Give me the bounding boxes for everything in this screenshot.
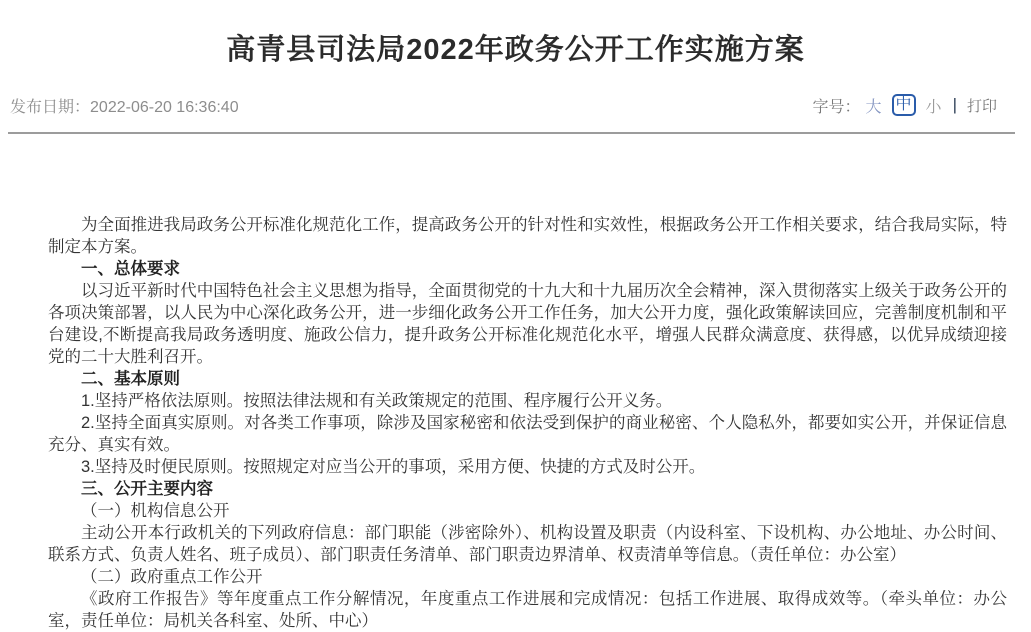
header-divider bbox=[8, 132, 1015, 134]
font-size-medium-button[interactable]: 中 bbox=[892, 94, 916, 116]
publish-date bbox=[10, 94, 239, 117]
paragraph: 为全面推进我局政务公开标准化规范化工作，提高政务公开的针对性和实效性，根据政务公开工作相关要求，结合我局实际，特制定本方案。 bbox=[48, 216, 1007, 256]
font-size-large-button[interactable]: 大 bbox=[865, 98, 882, 116]
print-button[interactable]: 打印 bbox=[966, 97, 997, 115]
publish-date-label: 发布日期： bbox=[10, 98, 91, 116]
paragraph: 3.坚持及时便民原则。按照规定对应当公开的事项，采用方便、快捷的方式及时公开。 bbox=[81, 458, 706, 476]
font-size-label: 字号： bbox=[812, 98, 861, 116]
article-tools bbox=[813, 94, 998, 117]
meta-bar bbox=[10, 92, 997, 118]
paragraph: 主动公开本行政机关的下列政府信息：部门职能（涉密除外）、机构设置及职责（内设科室、下设机构、办公地址、办公时间、联系方式、负责人姓名、班子成员）、部门职责任务清单、部门职责边界清单、权责清单等信息。（责任单位：办公室） bbox=[48, 524, 1007, 564]
paragraph: 以习近平新时代中国特色社会主义思想为指导，全面贯彻党的十九大和十九届历次全会精神，深入贯彻落实上级关于政务公开的各项决策部署，以人民为中心深化政务公开，进一步细化政务公开工作任务，加大公开力度，强化政策解读回应，完善制度机制和平台建设,不断提高我局政务透明度、施政公信力，提升政务公开标准化规范化水平，增强人民群众满意度、获得感，以优异成绩迎接党的二十大胜利召开。 bbox=[48, 282, 1007, 366]
paragraph: 2.坚持全面真实原则。对各类工作事项，除涉及国家秘密和依法受到保护的商业秘密、个人隐私外，都要如实公开，并保证信息充分、真实有效。 bbox=[48, 414, 1007, 454]
paragraph: 一、总体要求 bbox=[81, 260, 180, 278]
paragraph: 三、公开主要内容 bbox=[81, 480, 213, 498]
font-size-small-button[interactable]: 小 bbox=[925, 98, 942, 116]
publish-date-value: 2022-06-20 16:36:40 bbox=[90, 98, 239, 116]
page-title: 高青县司法局2022年政务公开工作实施方案 bbox=[226, 34, 805, 66]
paragraph: 《政府工作报告》等年度重点工作分解情况，年度重点工作进展和完成情况：包括工作进展、取得成效等。（牵头单位：办公室，责任单位：局机关各科室、处所、中心） bbox=[48, 590, 1007, 630]
paragraph: （二）政府重点工作公开 bbox=[81, 568, 263, 586]
paragraph: 二、基本原则 bbox=[81, 370, 180, 388]
paragraph: 1.坚持严格依法原则。按照法律法规和有关政策规定的范围、程序履行公开义务。 bbox=[81, 392, 673, 410]
paragraph: （一）机构信息公开 bbox=[81, 502, 230, 520]
article-body bbox=[48, 214, 1007, 632]
tools-separator: | bbox=[952, 95, 957, 114]
